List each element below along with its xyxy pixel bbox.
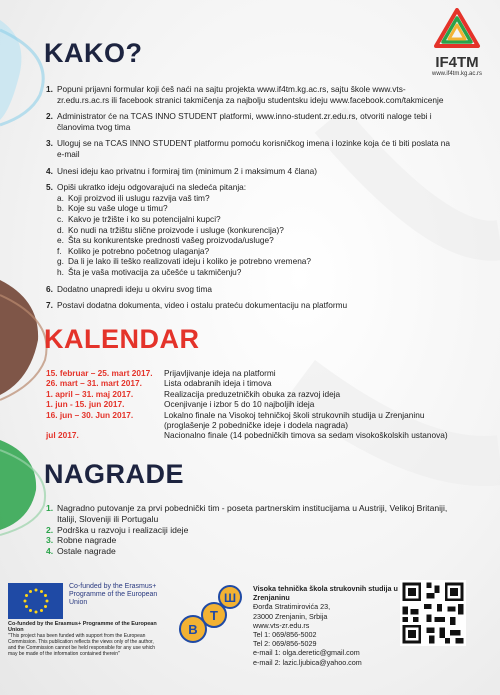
nagrada-item: 1. Nagradno putovanje za prvi pobednički tim - poseta partnerskim institucijama u Austriji, Velikoj Britaniji, Italiji, Sloveniji ili Portugalu (46, 503, 448, 524)
school-email-1[interactable]: e-mail 1: olga.deretic@gmail.com (253, 648, 360, 658)
kako-steps-list (46, 84, 454, 317)
eu-flag-icon (8, 583, 63, 619)
svg-text:Т: Т (210, 608, 218, 623)
kako-step (46, 84, 454, 105)
step-number: 4. (46, 165, 53, 176)
school-address-1: Đorđa Stratimirovića 23, (253, 602, 331, 612)
kako-step (46, 284, 454, 295)
school-contact (253, 584, 403, 667)
question-item: f. Koliko je potrebno početnog ulaganja? (57, 245, 210, 256)
step-text: Dodatno unapredi ideju u okviru svog tima (57, 283, 212, 294)
school-address-2: 23000 Zrenjanin, Srbija (253, 611, 328, 621)
question-item: a. Koji proizvod ili uslugu razvija vaš tim? (57, 192, 210, 203)
nagrada-item: 3. Robne nagrade (46, 535, 117, 546)
eu-caption: Co-funded by the Erasmus+ Programme of the European Union (69, 583, 158, 606)
step-text: Popuni prijavni formular koji ćeš naći na sajtu projekta www.if4tm.kg.ac.rs, sajtu škole www.vts-zr.edu.rs.ac.rs ili facebook stranici takmičenja za najbolju studentsku ideju www.facebook.com/takmicenje (57, 84, 444, 105)
step-number: 5. (46, 182, 53, 193)
kalendar-row: 26. mart – 31. mart 2017. Lista odabranih ideja i timova (46, 378, 272, 389)
question-item: d. Ko nudi na tržištu slične proizvode i usluge (konkurencija)? (57, 224, 284, 235)
question-item: e. Šta su konkurentske prednosti vašeg proizvoda/usluge? (57, 235, 274, 246)
vts-school-logo-icon (178, 585, 244, 647)
if4tm-logo (418, 8, 496, 77)
triangle-logo-icon (432, 8, 482, 48)
school-web[interactable]: www.vts-zr.edu.rs (253, 620, 310, 630)
question-item: g. Da li je lako ili teško realizovati ideju i koliko je potrebno vremena? (57, 256, 312, 267)
nagrada-item: 2. Podrška u razvoju i realizaciji ideje (46, 524, 189, 535)
kako-step (46, 300, 454, 311)
kalendar-row: 15. februar – 25. mart 2017. Prijavljivanje ideja na platformi (46, 368, 276, 378)
step-text: Uloguj se na TCAS INNO STUDENT platformu pomoću korisničkog imena i lozinke koja će ti biti poslata na e-mail (57, 138, 451, 159)
kalendar-row: 16. jun – 30. Jun 2017. Lokalno finale na Visokoj tehničkoj školi strukovnih studija u Zrenjaninu (proglašenje 2 pobedničke ideje i dodela nagrada) (46, 409, 425, 431)
step-number: 7. (46, 300, 53, 311)
logo-url[interactable]: www.if4tm.kg.ac.rs (431, 71, 482, 77)
step-text: Unesi ideju kao privatnu i formiraj tim (minimum 2 i maksimum 4 člana) (57, 165, 318, 176)
school-email-2[interactable]: e-mail 2: lazic.ljubica@yahoo.com (253, 657, 362, 667)
step-number: 1. (46, 84, 53, 94)
step-text: Postavi dodatna dokumenta, video i ostalu prateću dokumentaciju na platformu (57, 300, 348, 311)
step-text: Administrator će na TCAS INNO STUDENT platformi, www.inno-student.zr.edu.rs, otvoriti naloge tebi i članovima tvog tima (57, 111, 432, 132)
kalendar-title: KALENDAR (44, 324, 200, 354)
school-tel-2: Tel 2: 069/856-5029 (253, 639, 317, 649)
question-item: c. Kakvo je tržište i ko su potencijalni kupci? (57, 213, 221, 224)
kako-step (46, 111, 454, 132)
svg-text:Ш: Ш (223, 591, 237, 605)
school-name: Visoka tehnička škola strukovnih studija u Zrenjaninu (253, 584, 398, 603)
eu-disclaimer: "This project has been funded with support from the European Commission. This publication reflects the views only of the author, and the Commission cannot be held responsible for any use which may be made of the information contained therein" (8, 633, 156, 657)
step-text: Opiši ukratko ideju odgovarajući na sledeća pitanja: (57, 182, 247, 193)
svg-text:В: В (188, 622, 198, 637)
kalendar-row: jul 2017. Nacionalno finale (14 pobedničkih timova sa sedam visokoškolskih ustanova) (46, 430, 448, 441)
kalendar-table (46, 368, 456, 441)
step-number: 6. (46, 283, 53, 294)
school-tel-1: Tel 1: 069/856-5002 (253, 630, 317, 640)
kako-step (46, 138, 454, 159)
qr-code-icon[interactable] (400, 580, 466, 646)
nagrada-item: 4. Ostale nagrade (46, 546, 116, 557)
question-item: h. Šta je vaša motivacija za učešće u takmičenju? (57, 266, 242, 277)
eu-subtitle: Co-funded by the Erasmus+ Programme of the European Union (8, 621, 157, 633)
kalendar-row: 1. april – 31. maj 2017. Realizacija preduzetničkih obuka za razvoj ideja (46, 388, 341, 399)
kalendar-row: 1. jun - 15. jun 2017. Ocenjivanje i izbor 5 do 10 najboljih ideja (46, 399, 315, 410)
step-number: 3. (46, 138, 53, 149)
kako-title: KAKO? (44, 38, 143, 68)
kako-step (46, 166, 454, 177)
kako-step (46, 182, 454, 277)
nagrade-list (46, 503, 456, 557)
logo-text: IF4TM (435, 54, 479, 71)
nagrade-title: NAGRADE (44, 459, 185, 489)
step-number: 2. (46, 111, 53, 122)
eu-funding-block (8, 583, 158, 657)
question-item: b. Koje su vaše uloge u timu? (57, 203, 168, 214)
